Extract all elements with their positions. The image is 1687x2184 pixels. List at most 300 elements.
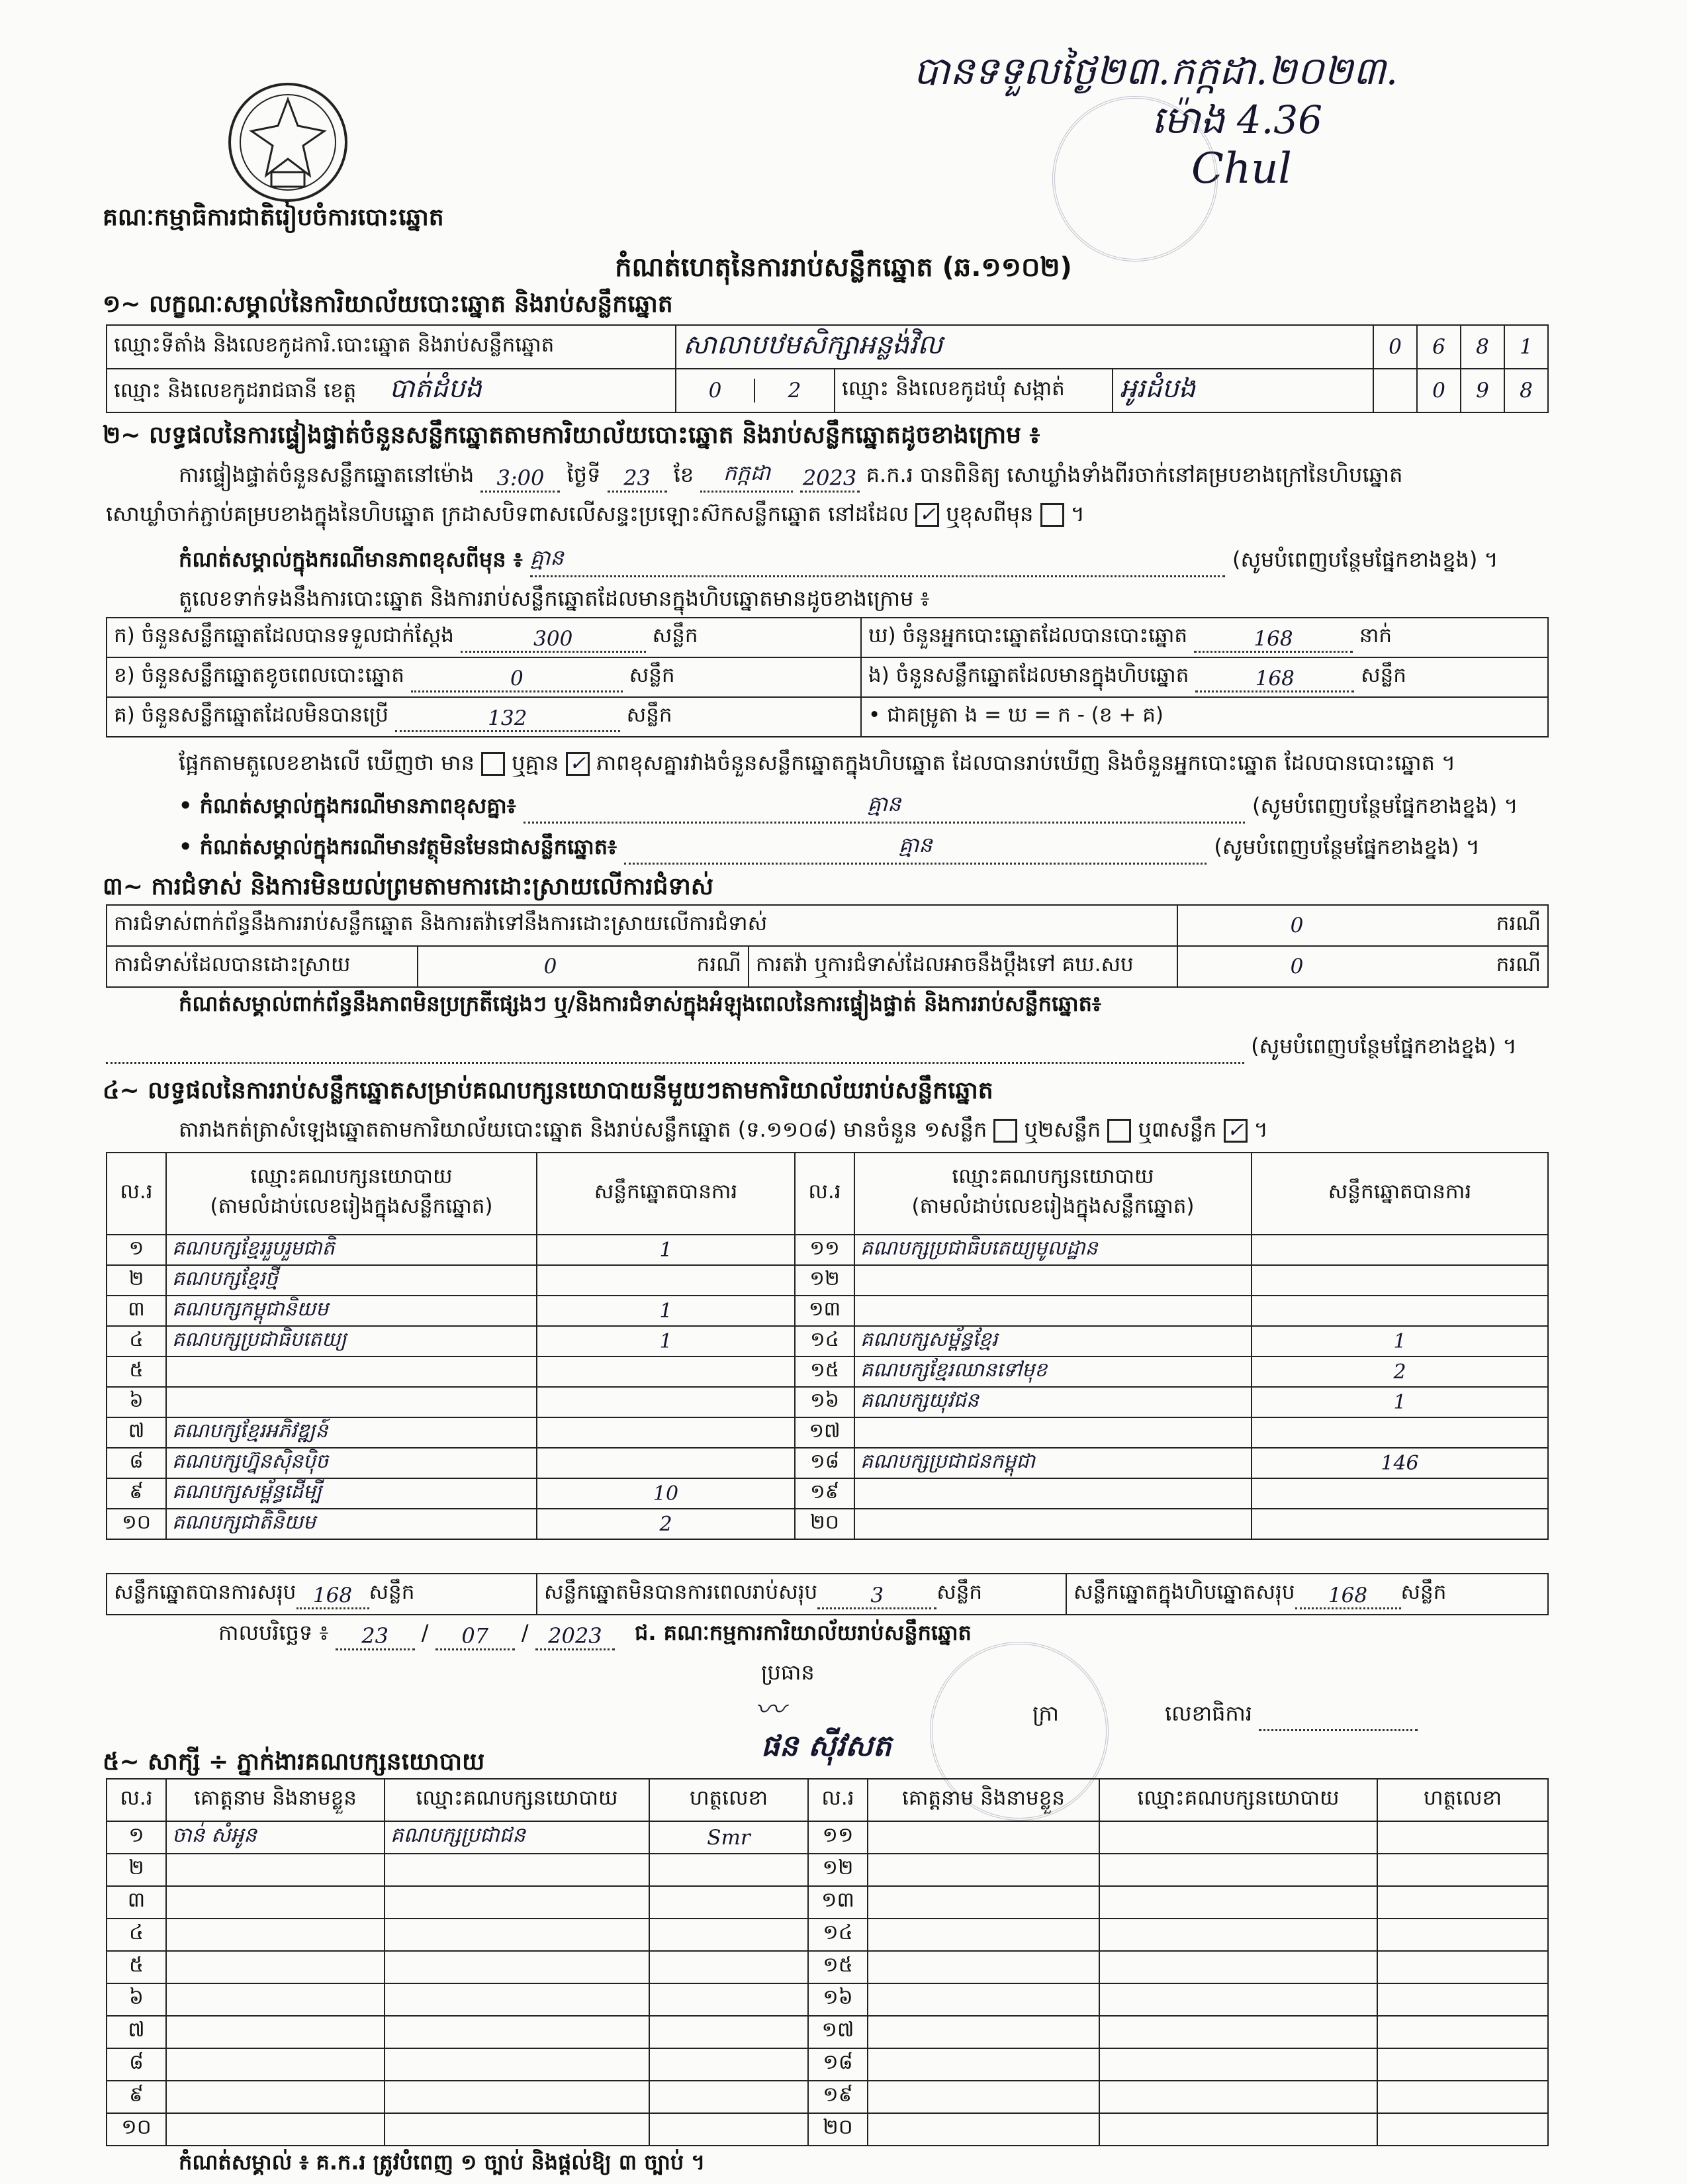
witness-name xyxy=(868,2016,1099,2048)
tally-one-label: តារាងកត់ត្រាសំឡេងឆ្នោតតាមការិយាល័យបោះឆ្នោត និងរាប់សន្លឹកឆ្នោត (ទ.១១០៨) មានចំនួន ១សន្លឹក xyxy=(179,1117,987,1142)
clerk-label: ក្រា xyxy=(1032,1701,1059,1726)
verify-day: 23 xyxy=(608,465,667,493)
figure-d-label: ឃ) ចំនួនអ្នកបោះឆ្នោតដែលបានបោះឆ្នោត xyxy=(868,623,1188,647)
table-row xyxy=(107,1951,1548,1983)
result-votes xyxy=(1252,1478,1548,1509)
witness-no: ១៦ xyxy=(808,1983,868,2016)
table-row xyxy=(107,657,1548,697)
witness-sign xyxy=(649,2113,808,2146)
tally-three-label: ឬ៣សន្លឹក xyxy=(1138,1117,1217,1142)
table-row xyxy=(107,1448,1548,1478)
witness-no: ១៤ xyxy=(808,1919,868,1951)
chair-signature: 〰 xyxy=(754,1691,785,1727)
verify-paragraph-2 xyxy=(106,500,1549,532)
note2-label: • កំណត់សម្គាល់ក្នុងករណីមានភាពខុសគ្នា៖ xyxy=(179,793,516,818)
result-party: គណបក្សជាតិនិយម xyxy=(166,1509,537,1539)
total-box-label: សន្លឹកឆ្នោតក្នុងហិបឆ្នោតសរុប xyxy=(1073,1580,1295,1604)
total-box xyxy=(1066,1574,1548,1615)
result-party: គណបក្សប្រជាធិបតេយ្យមូលដ្ឋាន xyxy=(854,1235,1252,1265)
witness-no: ១០ xyxy=(107,2113,166,2146)
unchanged-checkbox[interactable]: ✓ xyxy=(915,503,939,527)
col-party-left xyxy=(166,1153,537,1235)
difference-none-checkbox[interactable]: ✓ xyxy=(566,752,590,776)
section5-heading: ៥~ សាក្សី ÷ ភ្នាក់ងារគណបក្សនយោបាយ xyxy=(103,1748,485,1776)
witness-name xyxy=(868,2113,1099,2146)
witness-sign xyxy=(1377,1821,1548,1854)
table-row xyxy=(107,1265,1548,1296)
figure-e-unit: សន្លឹក xyxy=(1361,663,1406,687)
table-row xyxy=(107,1854,1548,1886)
witness-name xyxy=(166,2081,385,2113)
location-code-4: 1 xyxy=(1504,325,1548,369)
province-code xyxy=(676,369,835,412)
total-invalid xyxy=(537,1574,1066,1615)
witness-no: ៤ xyxy=(107,1919,166,1951)
result-no: ១៦ xyxy=(795,1387,854,1417)
tally-two-label: ឬ២សន្លឹក xyxy=(1024,1117,1101,1142)
note1-label: កំណត់សម្គាល់ក្នុងករណីមានភាពខុសពីមុន ៖ xyxy=(179,547,523,572)
witness-party: គណបក្សប្រជាជន xyxy=(385,1821,649,1854)
witness-name xyxy=(868,1951,1099,1983)
table-row xyxy=(107,697,1548,737)
received-note-line1: បានទទួលថ្ងៃ២៣.កក្កដា.២០២៣. xyxy=(913,48,1398,93)
result-party: គណបក្សសម្ព័ន្ធដើម្បី xyxy=(166,1478,537,1509)
witness-sign: Smr xyxy=(649,1821,808,1854)
witness-no: ៩ xyxy=(107,2081,166,2113)
result-party xyxy=(166,1356,537,1387)
verify-year: 2023 xyxy=(800,465,860,493)
witness-sign xyxy=(1377,1951,1548,1983)
result-no: ២០ xyxy=(795,1509,854,1539)
result-no: ៣ xyxy=(107,1296,166,1326)
totals-table xyxy=(106,1573,1549,1615)
objection-total-label: ការជំទាស់ពាក់ព័ន្ធនឹងការរាប់សន្លឹកឆ្នោត និងការតវ៉ាទៅនឹងការដោះស្រាយលើការជំទាស់ xyxy=(107,905,1177,946)
result-no: ១៥ xyxy=(795,1356,854,1387)
table-row xyxy=(107,946,1548,987)
figure-b xyxy=(107,657,861,697)
witness-name xyxy=(166,1951,385,1983)
witness-name xyxy=(166,1983,385,2016)
witness-party xyxy=(385,2081,649,2113)
irregularity-note-line xyxy=(106,1033,1549,1064)
witness-party xyxy=(385,2016,649,2048)
result-votes xyxy=(537,1417,795,1448)
objections-table xyxy=(106,904,1549,988)
nec-logo-icon xyxy=(225,79,351,205)
witness-party xyxy=(1099,1854,1377,1886)
resolved-value: 0 xyxy=(418,946,682,987)
note2-value: គ្មាន xyxy=(524,790,1245,824)
result-no: ៦ xyxy=(107,1387,166,1417)
difference-has-label: ផ្អែកតាមតួលេខខាងលើ ឃើញថា មាន xyxy=(179,750,475,775)
witness-no: ៦ xyxy=(107,1983,166,2016)
result-votes: 10 xyxy=(537,1478,795,1509)
witness-table xyxy=(106,1778,1549,2146)
objection-total-unit: ករណី xyxy=(1416,905,1548,946)
table-row xyxy=(107,1417,1548,1448)
witness-sign xyxy=(649,1919,808,1951)
table-row xyxy=(107,905,1548,946)
figure-a-unit: សន្លឹក xyxy=(652,623,698,647)
figure-c xyxy=(107,697,861,737)
result-no: ១១ xyxy=(795,1235,854,1265)
section4-heading: ៤~ លទ្ធផលនៃការរាប់សន្លឹកឆ្នោតសម្រាប់គណបក្សនយោបាយនីមួយៗតាមការិយាល័យរាប់សន្លឹកឆ្នោត xyxy=(103,1077,993,1104)
irregularity-note-fill: (សូមបំពេញបន្ថែមផ្នែកខាងខ្នង) ។ xyxy=(1251,1033,1517,1059)
seal-text: សោឃ្លាំចាក់ភ្ជាប់គម្របខាងក្នុងនៃហិបឆ្នោត ក្រដាសបិទពាសលើសន្ទះប្រឡោះស៊កសន្លឹកឆ្នោត នៅដដែល xyxy=(106,501,909,526)
result-party xyxy=(854,1296,1252,1326)
w-col-party-left: ឈ្មោះគណបក្សនយោបាយ xyxy=(385,1779,649,1821)
table-row xyxy=(107,1296,1548,1326)
tally-end: ។ xyxy=(1254,1117,1268,1142)
result-votes: 1 xyxy=(537,1235,795,1265)
verify-paragraph-1 xyxy=(179,459,1555,493)
figure-e-value: 168 xyxy=(1195,667,1354,692)
witness-no: ១២ xyxy=(808,1854,868,1886)
province-code-2: 2 xyxy=(788,379,801,403)
changed-label: ឬខុសពីមុន xyxy=(946,501,1034,526)
result-votes: 1 xyxy=(537,1326,795,1356)
total-valid-unit: សន្លឹក xyxy=(369,1580,415,1604)
figure-b-unit: សន្លឹក xyxy=(629,663,675,687)
result-party: គណបក្សហ្វ៊ុនស៊ិនប៉ិច xyxy=(166,1448,537,1478)
col-party-left-2: (តាមលំដាប់លេខរៀងក្នុងសន្លឹកឆ្នោត) xyxy=(210,1194,493,1218)
witness-party xyxy=(1099,1919,1377,1951)
result-party: គណបក្សប្រជាជនកម្ពុជា xyxy=(854,1448,1252,1478)
province-code-1: 0 xyxy=(676,379,755,403)
table-header-row xyxy=(107,1779,1548,1821)
total-invalid-unit: សន្លឹក xyxy=(936,1580,983,1604)
result-party: គណបក្សកម្ពុជានិយម xyxy=(166,1296,537,1326)
result-party: គណបក្សសម្ព័ន្ធខ្មែរ xyxy=(854,1326,1252,1356)
result-votes xyxy=(537,1387,795,1417)
seal-end: ។ xyxy=(1070,501,1085,526)
witness-sign xyxy=(649,1951,808,1983)
witness-sign xyxy=(1377,1886,1548,1919)
w-col-no-right: ល.រ xyxy=(808,1779,868,1821)
witness-name xyxy=(166,1854,385,1886)
table-row xyxy=(107,2081,1548,2113)
witness-no: ១៣ xyxy=(808,1886,868,1919)
witness-sign xyxy=(1377,2113,1548,2146)
result-party: គណបក្សខ្មែរអភិវឌ្ឍន៍ xyxy=(166,1417,537,1448)
difference-line xyxy=(179,749,1555,781)
witness-sign xyxy=(649,1854,808,1886)
note1-line xyxy=(179,544,1555,577)
received-signature: Chul xyxy=(1191,144,1292,193)
witness-party xyxy=(385,1854,649,1886)
table-row xyxy=(107,1235,1548,1265)
col-party-right-1: ឈ្មោះគណបក្សនយោបាយ xyxy=(952,1164,1154,1188)
figure-a-value: 300 xyxy=(461,627,646,653)
witness-name xyxy=(868,1821,1099,1854)
result-votes xyxy=(1252,1265,1548,1296)
result-votes: 1 xyxy=(1252,1387,1548,1417)
secretary-signature-line xyxy=(1259,1729,1418,1731)
committee-label: ជ. គណៈកម្មការការិយាល័យរាប់សន្លឹកឆ្នោត xyxy=(635,1620,972,1645)
figure-c-unit: សន្លឹក xyxy=(626,702,672,727)
table-row xyxy=(107,1326,1548,1356)
table-row xyxy=(107,1509,1548,1539)
result-no: ៨ xyxy=(107,1448,166,1478)
result-votes xyxy=(537,1448,795,1478)
footer-note: កំណត់សម្គាល់ ៖ គ.ក.រ ត្រូវបំពេញ ១ ច្បាប់ និងផ្តល់ឱ្យ ៣ ច្បាប់ ។ xyxy=(179,2150,706,2175)
w-col-no-left: ល.រ xyxy=(107,1779,166,1821)
result-party xyxy=(166,1387,537,1417)
result-party xyxy=(854,1417,1252,1448)
result-no: ១ xyxy=(107,1235,166,1265)
total-valid-value: 168 xyxy=(296,1584,369,1609)
witness-name xyxy=(166,2016,385,2048)
figure-b-value: 0 xyxy=(411,667,623,692)
tally-one-checkbox[interactable] xyxy=(993,1119,1017,1143)
verify-month: កក្កដា xyxy=(700,459,793,493)
resolved-label: ការជំទាស់ដែលបានដោះស្រាយ xyxy=(107,946,418,987)
figure-d-value: 168 xyxy=(1194,627,1353,653)
table-row xyxy=(107,2048,1548,2081)
table-header-row xyxy=(107,1153,1548,1235)
difference-none-label: ឬគ្មាន xyxy=(512,750,559,775)
total-box-value: 168 xyxy=(1295,1584,1401,1609)
witness-sign xyxy=(649,2048,808,2081)
section3-heading: ៣~ ការជំទាស់ និងការមិនយល់ព្រមតាមការដោះស្រាយលើការជំទាស់ xyxy=(103,873,714,900)
table-row xyxy=(107,2016,1548,2048)
difference-has-checkbox[interactable] xyxy=(481,752,505,776)
result-no: ១៨ xyxy=(795,1448,854,1478)
section1-table xyxy=(106,324,1549,413)
witness-no: ៣ xyxy=(107,1886,166,1919)
witness-no: ១៧ xyxy=(808,2016,868,2048)
figure-c-value: 132 xyxy=(395,706,620,732)
date-year: 2023 xyxy=(535,1623,615,1650)
figure-a-label: ក) ចំនួនសន្លឹកឆ្នោតដែលបានទទួលជាក់ស្តែង xyxy=(114,623,454,647)
chair-label: ប្រធាន xyxy=(761,1660,815,1685)
secretary-line xyxy=(1165,1700,1418,1731)
col-party-right xyxy=(854,1153,1252,1235)
witness-name xyxy=(868,2081,1099,2113)
result-votes: 146 xyxy=(1252,1448,1548,1478)
result-votes xyxy=(1252,1296,1548,1326)
table-row xyxy=(107,1574,1548,1615)
table-row xyxy=(107,1478,1548,1509)
tally-three-checkbox[interactable]: ✓ xyxy=(1224,1119,1248,1143)
witness-party xyxy=(1099,2048,1377,2081)
result-votes xyxy=(1252,1509,1548,1539)
witness-party xyxy=(1099,2016,1377,2048)
date-day: 23 xyxy=(336,1623,415,1650)
location-code-3: 8 xyxy=(1461,325,1504,369)
result-votes xyxy=(537,1356,795,1387)
result-no: ២ xyxy=(107,1265,166,1296)
tally-sheet-line xyxy=(179,1116,1268,1147)
verify-time: 3:00 xyxy=(480,465,560,493)
result-votes xyxy=(537,1265,795,1296)
witness-party xyxy=(1099,1886,1377,1919)
witness-no: ៥ xyxy=(107,1951,166,1983)
witness-sign xyxy=(649,1983,808,2016)
location-code-2: 6 xyxy=(1417,325,1461,369)
witness-party xyxy=(1099,2113,1377,2146)
tally-two-checkbox[interactable] xyxy=(1107,1119,1131,1143)
verify-time-label: ការផ្ទៀងផ្ទាត់ចំនួនសន្លឹកឆ្នោតនៅម៉ោង xyxy=(179,462,475,487)
formula: • ជាគម្រូតា ង = ឃ = ក - (ខ + គ) xyxy=(861,697,1548,737)
result-party: គណបក្សខ្មែរថ្មី xyxy=(166,1265,537,1296)
witness-sign xyxy=(1377,2016,1548,2048)
w-col-sign-left: ហត្ថលេខា xyxy=(649,1779,808,1821)
result-party xyxy=(854,1478,1252,1509)
witness-party xyxy=(385,2113,649,2146)
result-votes: 2 xyxy=(1252,1356,1548,1387)
commune-code-3: 8 xyxy=(1504,369,1548,412)
col-no-left: ល.រ xyxy=(107,1153,166,1235)
objection-total-value: 0 xyxy=(1177,905,1416,946)
result-party: គណបក្សប្រជាធិបតេយ្យ xyxy=(166,1326,537,1356)
note2-line xyxy=(179,790,1555,824)
figure-c-label: គ) ចំនួនសន្លឹកឆ្នោតដែលមិនបានប្រើ xyxy=(114,702,388,727)
witness-name xyxy=(166,1886,385,1919)
result-votes: 1 xyxy=(1252,1326,1548,1356)
province-label xyxy=(107,369,676,412)
result-no: ៧ xyxy=(107,1417,166,1448)
witness-no: ៨ xyxy=(107,2048,166,2081)
figure-a xyxy=(107,618,861,657)
irregularity-note-blank xyxy=(106,1062,1244,1064)
results-table xyxy=(106,1152,1549,1540)
received-note xyxy=(913,46,1655,193)
date-line xyxy=(218,1619,972,1650)
witness-party xyxy=(1099,2081,1377,2113)
date-label: កាលបរិច្ឆេទ ៖ xyxy=(218,1620,329,1645)
figures-table xyxy=(106,617,1549,737)
note3-label: • កំណត់សម្គាល់ក្នុងករណីមានវត្ថុមិនមែនជាសន្លឹកឆ្នោត៖ xyxy=(179,834,617,859)
result-no: ១៩ xyxy=(795,1478,854,1509)
figure-e xyxy=(861,657,1548,697)
secretary-label: លេខាធិការ xyxy=(1165,1701,1253,1726)
table-row xyxy=(107,1821,1548,1854)
commune-label: ឈ្មោះ និងលេខកូដឃុំ សង្កាត់ xyxy=(835,369,1113,412)
result-party: គណបក្សខ្មែរឈានទៅមុខ xyxy=(854,1356,1252,1387)
total-invalid-label: សន្លឹកឆ្នោតមិនបានការពេលរាប់សរុប xyxy=(544,1580,818,1604)
irregularity-note-label: កំណត់សម្គាល់ពាក់ព័ន្ធនឹងភាពមិនប្រក្រតីផ្សេងៗ ឬ/និងការជំទាស់ក្នុងអំឡុងពេលនៃការផ្ទៀងផ្ទាត់ និងការរាប់សន្លឹកឆ្នោត៖ xyxy=(179,991,1101,1016)
result-party: គណបក្សខ្មែររួបរួមជាតិ xyxy=(166,1235,537,1265)
result-no: ១០ xyxy=(107,1509,166,1539)
appeal-label: ការតវ៉ា ឬការជំទាស់ដែលអាចនឹងប្តឹងទៅ គឃ.សប xyxy=(749,946,1177,987)
result-votes xyxy=(1252,1417,1548,1448)
result-party xyxy=(854,1265,1252,1296)
location-value: សាលាបឋមសិក្សាអន្លង់វិល xyxy=(676,325,1373,369)
witness-party xyxy=(385,1983,649,2016)
note2-fill: (សូមបំពេញបន្ថែមផ្នែកខាងខ្នង) ។ xyxy=(1252,793,1518,818)
witness-no: ២ xyxy=(107,1854,166,1886)
witness-no: ១៥ xyxy=(808,1951,868,1983)
table-row xyxy=(107,1919,1548,1951)
verify-month-label: ខែ xyxy=(673,462,694,487)
result-party: គណបក្សយុវជន xyxy=(854,1387,1252,1417)
w-col-party-right: ឈ្មោះគណបក្សនយោបាយ xyxy=(1099,1779,1377,1821)
witness-name: ចាន់ សំអូន xyxy=(166,1821,385,1854)
location-code-1: 0 xyxy=(1373,325,1417,369)
witness-no: ១៩ xyxy=(808,2081,868,2113)
witness-sign xyxy=(1377,1854,1548,1886)
verify-day-label: ថ្ងៃទី xyxy=(567,462,601,487)
result-no: ៩ xyxy=(107,1478,166,1509)
location-label: ឈ្មោះទីតាំង និងលេខកូដការិ.បោះឆ្នោត និងរាប់សន្លឹកឆ្នោត xyxy=(107,325,676,369)
witness-no: ៧ xyxy=(107,2016,166,2048)
witness-party xyxy=(1099,1951,1377,1983)
witness-name xyxy=(868,1854,1099,1886)
organization-name: គណៈកម្មាធិការជាតិរៀបចំការបោះឆ្នោត xyxy=(103,204,444,231)
witness-name xyxy=(868,2048,1099,2081)
witness-name xyxy=(868,1919,1099,1951)
witness-party xyxy=(385,1919,649,1951)
figures-intro: តួលេខទាក់ទងនឹងការបោះឆ្នោត និងការរាប់សន្លឹកឆ្នោតដែលមានក្នុងហិបឆ្នោតមានដូចខាងក្រោម ៖ xyxy=(179,586,930,611)
col-party-left-1: ឈ្មោះគណបក្សនយោបាយ xyxy=(250,1164,453,1188)
table-row xyxy=(107,618,1548,657)
commune-code-2: 9 xyxy=(1461,369,1504,412)
table-row xyxy=(107,1886,1548,1919)
witness-sign xyxy=(1377,1983,1548,2016)
result-no: ៤ xyxy=(107,1326,166,1356)
witness-sign xyxy=(1377,1919,1548,1951)
province-value: បាត់ដំបង xyxy=(389,373,482,404)
document-title: កំណត់ហេតុនៃការរាប់សន្លឹកឆ្នោត (ឆ.១១០២) xyxy=(615,252,1072,283)
changed-checkbox[interactable] xyxy=(1040,503,1064,527)
figure-e-label: ង) ចំនួនសន្លឹកឆ្នោតដែលមានក្នុងហិបឆ្នោត xyxy=(868,663,1189,687)
w-col-name-left: គោត្តនាម និងនាមខ្លួន xyxy=(166,1779,385,1821)
witness-no: ១៨ xyxy=(808,2048,868,2081)
result-votes: 1 xyxy=(537,1296,795,1326)
total-valid-label: សន្លឹកឆ្នោតបានការសរុប xyxy=(114,1580,296,1604)
witness-name xyxy=(868,1886,1099,1919)
date-month: 07 xyxy=(435,1623,515,1650)
result-no: ១៧ xyxy=(795,1417,854,1448)
figure-d xyxy=(861,618,1548,657)
note3-line xyxy=(179,831,1555,865)
witness-party xyxy=(385,1886,649,1919)
figure-b-label: ខ) ចំនួនសន្លឹកឆ្នោតខូចពេលបោះឆ្នោត xyxy=(114,663,404,687)
result-party xyxy=(854,1509,1252,1539)
commune-code-blank xyxy=(1373,369,1417,412)
witness-name xyxy=(868,1983,1099,2016)
note1-fill: (សូមបំពេញបន្ថែមផ្នែកខាងខ្នង) ។ xyxy=(1232,547,1498,572)
date-sep-2: / xyxy=(521,1620,529,1645)
witness-party xyxy=(1099,1821,1377,1854)
result-votes xyxy=(1252,1235,1548,1265)
witness-sign xyxy=(1377,2048,1548,2081)
province-label-text: ឈ្មោះ និងលេខកូដរាជធានី ខេត្ត xyxy=(114,378,357,403)
result-no: ១៤ xyxy=(795,1326,854,1356)
appeal-value: 0 xyxy=(1177,946,1416,987)
result-no: ១៣ xyxy=(795,1296,854,1326)
note3-value: គ្មាន xyxy=(624,831,1207,865)
witness-party xyxy=(385,2048,649,2081)
commune-value: អូរដំបង xyxy=(1113,369,1373,412)
resolved-unit: ករណី xyxy=(682,946,749,987)
col-party-right-2: (តាមលំដាប់លេខរៀងក្នុងសន្លឹកឆ្នោត) xyxy=(911,1194,1195,1218)
table-row xyxy=(107,2113,1548,2146)
witness-no: ១ xyxy=(107,1821,166,1854)
witness-sign xyxy=(1377,2081,1548,2113)
section1-heading: ១~ លក្ខណៈសម្គាល់នៃការិយាល័យបោះឆ្នោត និងរាប់សន្លឹកឆ្នោត xyxy=(103,291,673,318)
w-col-name-right: គោត្តនាម និងនាមខ្លួន xyxy=(868,1779,1099,1821)
table-row xyxy=(107,1983,1548,2016)
figure-d-unit: នាក់ xyxy=(1359,623,1392,647)
witness-sign xyxy=(649,1886,808,1919)
result-votes: 2 xyxy=(537,1509,795,1539)
difference-text: ភាពខុសគ្នារវាងចំនួនសន្លឹកឆ្នោតក្នុងហិបឆ្នោត ដែលបានរាប់ឃើញ និងចំនួនអ្នកបោះឆ្នោត ដែលបានបោះឆ្នោត ។ xyxy=(596,750,1456,775)
result-no: ៥ xyxy=(107,1356,166,1387)
witness-name xyxy=(166,2048,385,2081)
received-note-line2: ម៉ោង 4.36 xyxy=(1152,97,1323,142)
